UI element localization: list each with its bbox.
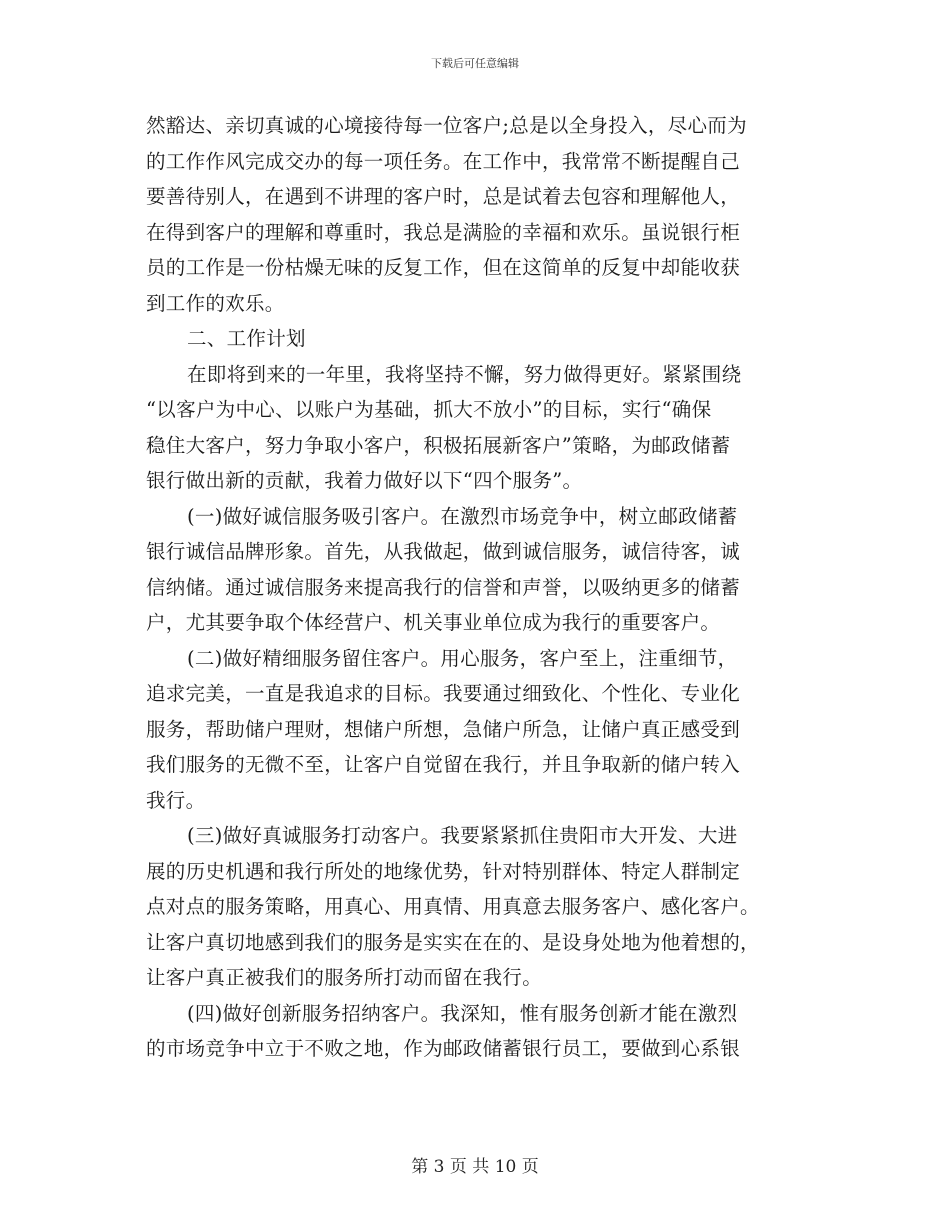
body-line-2: 的工作作风完成交办的每一项任务。在工作中，我常常不断提醒自己 bbox=[146, 149, 741, 173]
body-line-4: 在得到客户的理解和尊重时，我总是满脸的幸福和欢乐。虽说银行柜 bbox=[146, 220, 741, 244]
body-line-10: 稳住大客户，努力争取小客户，积极拓展新客户”策略，为邮政储蓄 bbox=[146, 433, 731, 457]
body-line-24: 让客户真切地感到我们的服务是实实在在的、是设身处地为他着想的， bbox=[146, 930, 760, 954]
body-line-5: 员的工作是一份枯燥无味的反复工作，但在这简单的反复中却能收获 bbox=[146, 256, 741, 279]
body-line-11: 银行做出新的贡献，我着力做好以下“四个服务”。 bbox=[146, 469, 583, 492]
body-line-23: 点对点的服务策略，用真心、用真情、用真意去服务客户、感化客户。 bbox=[146, 895, 760, 918]
body-line-22: 展的历史机遇和我行所处的地缘优势，针对特别群体、特定人群制定 bbox=[146, 859, 741, 883]
body-line-3: 要善待别人，在遇到不讲理的客户时，总是试着去包容和理解他人， bbox=[146, 185, 741, 208]
page-number-footer: 第 3 页 共 10 页 bbox=[411, 1157, 539, 1177]
body-line-12: (一)做好诚信服务吸引客户。在激烈市场竞争中，树立邮政储蓄 bbox=[187, 504, 738, 528]
body-line-15: 户，尤其要争取个体经营户、机关事业单位成为我行的重要客户。 bbox=[146, 611, 721, 634]
body-line-17: 追求完美，一直是我追求的目标。我要通过细致化、个性化、专业化 bbox=[146, 682, 741, 705]
document-body bbox=[146, 108, 806, 1067]
body-line-20: 我行。 bbox=[146, 788, 206, 812]
body-line-25: 让客户真正被我们的服务所打动而留在我行。 bbox=[146, 966, 543, 989]
page-header: 下载后可任意编辑 bbox=[431, 57, 519, 70]
section-heading-work-plan: 二、工作计划 bbox=[187, 327, 306, 350]
body-line-9: “以客户为中心、以账户为基础，抓大不放小”的目标，实行“确保 bbox=[146, 398, 712, 421]
body-line-14: 信纳储。通过诚信服务来提高我行的信誉和声誉，以吸纳更多的储蓄 bbox=[146, 575, 741, 599]
body-line-19: 我们服务的无微不至，让客户自觉留在我行，并且争取新的储户转入 bbox=[146, 753, 741, 776]
body-line-26: (四)做好创新服务招纳客户。我深知，惟有服务创新才能在激烈 bbox=[187, 1001, 738, 1025]
body-line-6: 到工作的欢乐。 bbox=[146, 291, 285, 315]
body-line-18: 服务，帮助储户理财，想储户所想，急储户所急，让储户真正感受到 bbox=[146, 717, 741, 741]
body-line-27: 的市场竞争中立于不败之地，作为邮政储蓄银行员工，要做到心系银 bbox=[146, 1037, 741, 1060]
body-line-16: (二)做好精细服务留住客户。用心服务，客户至上，注重细节， bbox=[187, 646, 738, 670]
body-line-8: 在即将到来的一年里，我将坚持不懈，努力做得更好。紧紧围绕 bbox=[187, 362, 742, 386]
body-line-21: (三)做好真诚服务打动客户。我要紧紧抓住贵阳市大开发、大进 bbox=[187, 824, 738, 847]
body-line-1: 然豁达、亲切真诚的心境接待每一位客户;总是以全身投入，尽心而为 bbox=[146, 114, 747, 137]
body-line-13: 银行诚信品牌形象。首先，从我做起，做到诚信服务，诚信待客，诚 bbox=[146, 540, 741, 563]
